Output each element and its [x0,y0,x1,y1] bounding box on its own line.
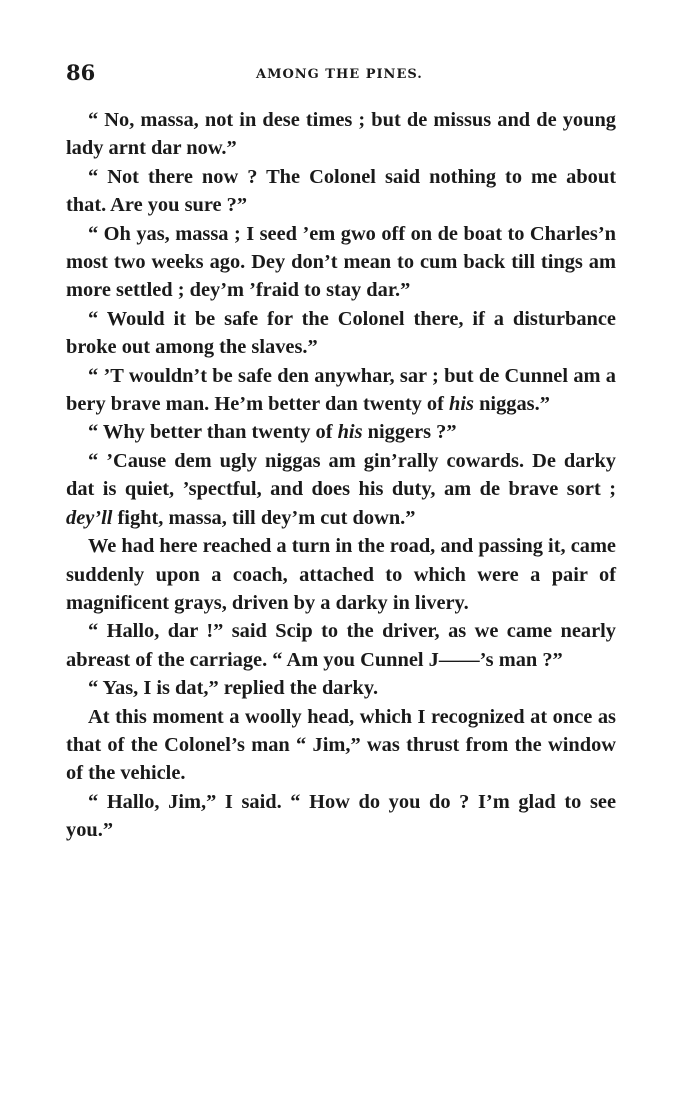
paragraph [66,703,616,788]
paragraph [66,305,616,362]
text-run: At this moment a woolly head, which I recognized at once as that of the Colonel’s man “ Jim,” was thrust from the window of the vehicle. [66,705,616,785]
paragraph [66,220,616,305]
text-run: “ Hallo, Jim,” I said. “ How do you do ? I’m glad to see you.” [66,790,616,842]
text-run: niggers ?” [362,421,457,444]
text-run: fight, massa, till dey’m cut down.” [112,506,416,529]
running-head [66,60,616,88]
text-run: “ Not there now ? The Colonel said nothing to me about that. Are you sure ?” [66,165,616,217]
paragraph [66,674,616,702]
text-run: “ Hallo, dar !” said Scip to the driver, as we came nearly abreast of the carriage. “ Am you Cunnel J——’s man ?” [66,620,616,671]
text-run: “ No, massa, not in dese times ; but de missus and de young lady arnt dar now.” [66,109,616,160]
body-text [66,106,616,845]
text-run: niggas.” [473,393,550,416]
text-run: “ ’T wouldn’t be safe den anywhar, sar ; but de Cunnel am a bery brave man. He’m better dan twenty of [66,364,616,416]
paragraph [66,532,616,617]
text-run: “ Oh yas, massa ; I seed ’em gwo off on de boat to Charles’n most two weeks ago. Dey don’t mean to cum back till tings am more settled ; dey’m ’fraid to stay dar.” [66,222,616,302]
italic-text: his [337,421,363,444]
paragraph [66,418,616,446]
text-run: “ Would it be safe for the Colonel there, if a disturbance broke out among the slaves.” [66,307,616,359]
paragraph [66,362,616,419]
italic-text: dey’ll [66,506,113,529]
text-run: “ Why better than twenty of [88,421,338,444]
paragraph [66,163,616,220]
paragraph [66,447,616,532]
running-title: AMONG THE PINES. [256,67,423,82]
page-number: 86 [66,60,96,85]
paragraph [66,788,616,845]
text-run: “ ’Cause dem ugly niggas am gin’rally cowards. De darky dat is quiet, ’spectful, and does his duty, am de brave sort ; [66,449,616,501]
italic-text: his [449,393,474,416]
text-run: “ Yas, I is dat,” replied the darky. [88,677,379,700]
paragraph [66,617,616,674]
text-run: We had here reached a turn in the road, and passing it, came suddenly upon a coach, attached to which were a pair of magnificent grays, driven by a darky in livery. [66,535,616,614]
paragraph [66,106,616,163]
